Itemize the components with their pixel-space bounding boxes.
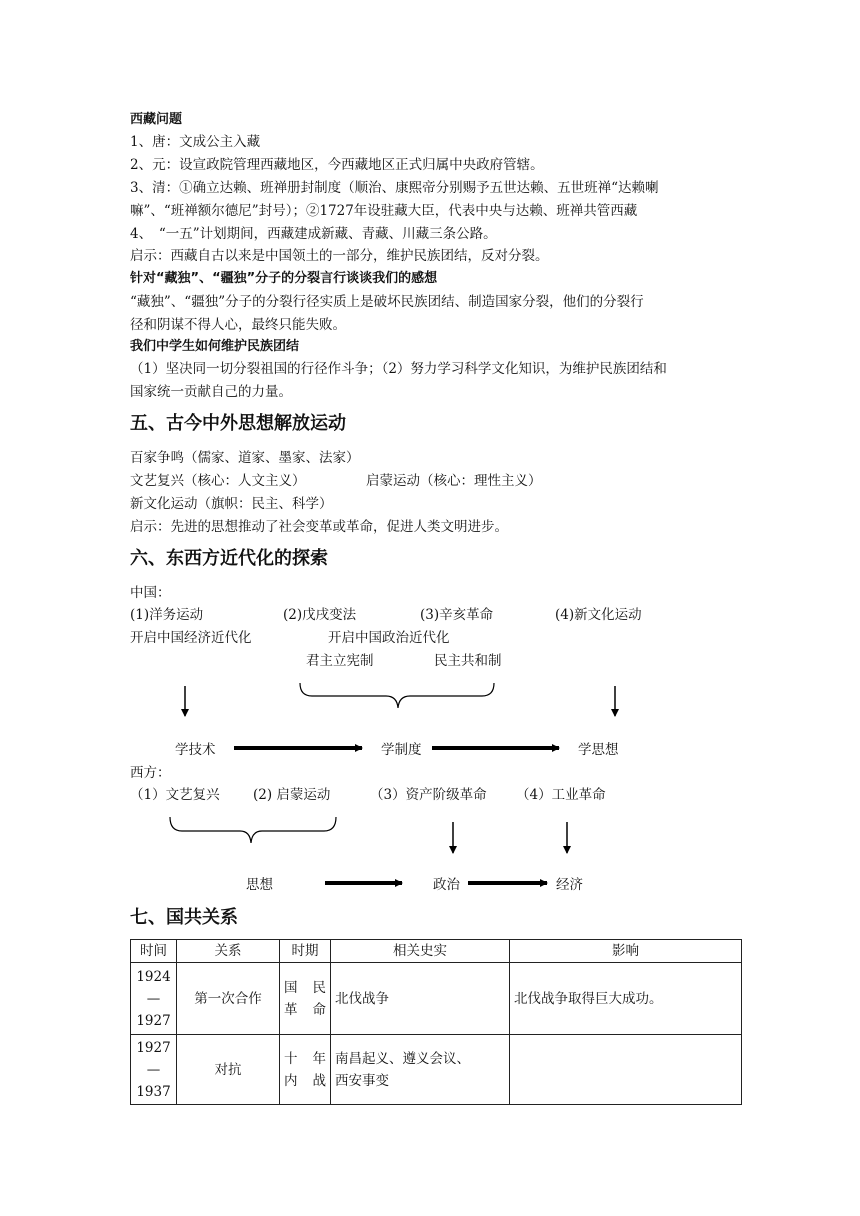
china-flow-step: 学制度 [381,742,422,758]
unity-line: 国家统一贡献自己的力量。 [130,384,292,400]
table-row [131,963,742,1035]
section5-title: 五、古今中外思想解放运动 [130,413,346,434]
separatism-line: 径和阴谋不得人心，最终只能失败。 [130,317,346,333]
brace [170,817,336,843]
column-header: 相关史实 [331,940,510,963]
impact-cell: 北伐战争取得巨大成功。 [510,963,742,1035]
table-header-row [131,940,742,963]
republic-label: 民主共和制 [434,653,502,669]
column-header: 关系 [177,940,280,963]
section6-title: 六、东西方近代化的探索 [130,548,328,569]
period-cell: 1927 — 1937 [131,1035,177,1105]
column-header: 影响 [510,940,742,963]
section5-line: 启蒙运动（核心：理性主义） [366,473,542,489]
china-label: 中国： [130,585,171,601]
west-flow-step: 经济 [556,877,583,893]
west-flow-step: 政治 [433,877,460,893]
separatism-heading: 针对“藏独”、“疆独”分子的分裂言行谈谈我们的感想 [130,271,438,286]
west-label: 西方： [130,765,171,781]
period-cell: 1924 — 1927 [131,963,177,1035]
tibet-line: 2、元：设宣政院管理西藏地区，今西藏地区正式归属中央政府管辖。 [130,157,544,173]
column-header: 时间 [131,940,177,963]
kmt-cpc-table [130,939,742,1105]
west-item: （4）工业革命 [516,787,606,803]
west-item: (2) 启蒙运动 [253,787,331,803]
column-header: 时期 [280,940,331,963]
era-cell: 十年 内战 [280,1035,331,1105]
tibet-line: 3、清：①确立达赖、班禅册封制度（顺治、康熙帝分别赐予五世达赖、五世班禅“达赖喇 [130,180,659,196]
facts-cell: 北伐战争 [331,963,510,1035]
section5-line: 文艺复兴（核心：人文主义） [130,473,306,489]
china-item: (3)辛亥革命 [420,607,494,623]
era-cell: 国民 革命 [280,963,331,1035]
relation-cell: 第一次合作 [177,963,280,1035]
table-row [131,1035,742,1105]
china-item: (4)新文化运动 [555,607,642,623]
relation-cell: 对抗 [177,1035,280,1105]
impact-cell [510,1035,742,1105]
china-econ-label: 开启中国经济近代化 [130,630,252,646]
constitutional-label: 君主立宪制 [306,653,374,669]
china-pol-label: 开启中国政治近代化 [328,630,450,646]
section5-line: 百家争鸣（儒家、道家、墨家、法家） [130,450,360,466]
separatism-line: “藏独”、“疆独”分子的分裂行径实质上是破坏民族团结、制造国家分裂，他们的分裂行 [130,294,644,310]
west-item: （1）文艺复兴 [130,787,220,803]
section7-title: 七、国共关系 [130,907,238,928]
brace [300,683,494,708]
china-flow-step: 学技术 [175,742,216,758]
section5-line: 启示：先进的思想推动了社会变革或革命，促进人类文明进步。 [130,519,508,535]
china-item: (1)洋务运动 [130,607,204,623]
west-item: （3）资产阶级革命 [370,787,487,803]
tibet-line: 1、唐：文成公主入藏 [130,134,261,150]
unity-line: （1）坚决同一切分裂祖国的行径作斗争；（2）努力学习科学文化知识，为维护民族团结和 [130,361,667,377]
facts-cell: 南昌起义、遵义会议、 西安事变 [331,1035,510,1105]
tibet-line: 4、 “一五”计划期间，西藏建成新藏、青藏、川藏三条公路。 [130,226,497,242]
tibet-line: 嘛”、“班禅额尔德尼”封号）；②1727年设驻藏大臣，代表中央与达赖、班禅共管西藏 [130,203,638,219]
west-flow-step: 思想 [246,877,273,893]
china-item: (2)戊戌变法 [283,607,357,623]
china-flow-step: 学思想 [578,742,619,758]
unity-heading: 我们中学生如何维护民族团结 [130,339,300,354]
tibet-heading: 西藏问题 [130,112,183,127]
tibet-line: 启示：西藏自古以来是中国领土的一部分，维护民族团结，反对分裂。 [130,248,549,264]
section5-line: 新文化运动（旗帜：民主、科学） [130,496,333,512]
